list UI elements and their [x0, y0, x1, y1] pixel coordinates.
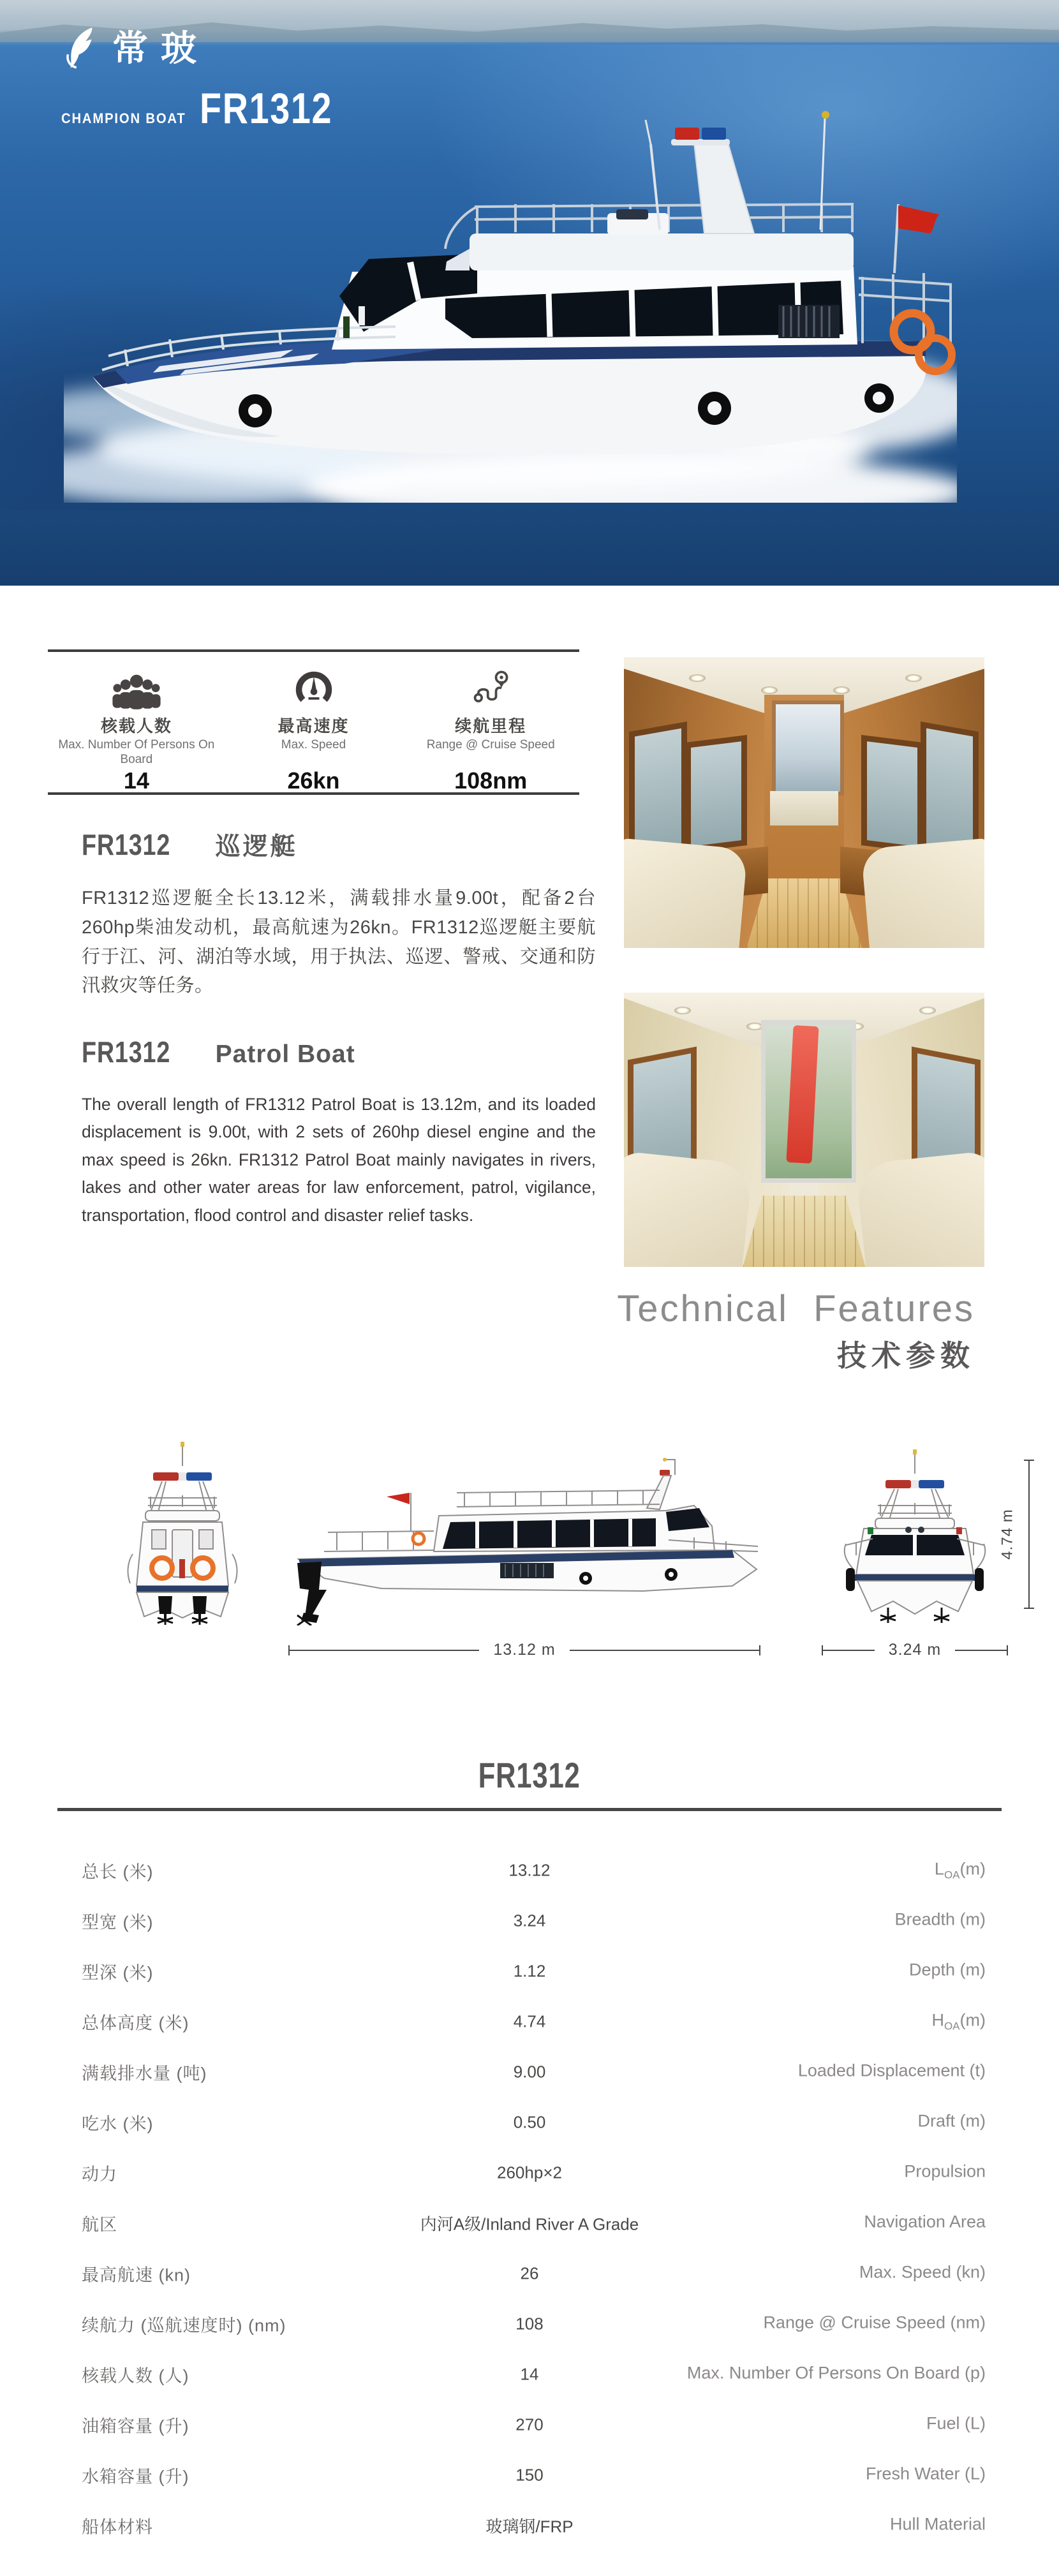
beam-dimension — [822, 1641, 1008, 1659]
spec-label-en-part: H — [931, 2010, 944, 2029]
spec-value: 3.24 — [513, 1911, 546, 1930]
quick-spec-value: 26kn — [287, 767, 340, 794]
quick-spec-label-zh: 核载人数 — [100, 716, 172, 736]
lightbar-red — [675, 128, 699, 140]
spec-value: 13.12 — [508, 1860, 551, 1879]
bench-sofa — [624, 838, 748, 948]
cabin-window — [861, 735, 923, 853]
table-row — [57, 1996, 1002, 2047]
spec-label-en-part: Loaded Displacement (t) — [797, 2060, 986, 2080]
spec-label-en-part: Max. Number Of Persons On Board (p) — [686, 2362, 986, 2382]
spec-value: 内河A级/Inland River A Grade — [420, 2214, 639, 2233]
feather-logo-icon — [61, 26, 102, 71]
spec-label-en-part: Breadth (m) — [894, 1909, 986, 1928]
beam-dimension-label: 3.24 m — [888, 1641, 942, 1659]
spec-label-zh: 总体高度 (米) — [82, 2013, 189, 2032]
brand-name-zh: 常玻 — [112, 28, 209, 68]
table-row — [57, 2450, 1002, 2500]
table-row — [57, 2500, 1002, 2550]
quick-spec-range — [402, 652, 579, 792]
spec-label-zh: 船体材料 — [82, 2517, 153, 2536]
spec-label-en-part: Max. Speed (kn) — [859, 2261, 986, 2281]
table-row — [57, 2399, 1002, 2450]
section-model-number: FR1312 — [82, 1035, 171, 1069]
spec-table-title — [57, 1754, 1002, 1796]
spec-value: 0.50 — [513, 2112, 546, 2131]
technical-features-zh: 技术参数 — [837, 1339, 975, 1372]
salon-sofa — [855, 1150, 984, 1267]
spec-value: 1.12 — [513, 1961, 546, 1980]
antenna-tip — [822, 111, 829, 119]
table-row — [57, 1895, 1002, 1946]
spec-label-en-sub: OA — [944, 1869, 960, 1881]
spec-label-en — [926, 2413, 986, 2436]
spec-value: 260hp×2 — [497, 2163, 562, 2182]
quick-spec-label-en: Max. Speed — [281, 738, 346, 751]
table-row — [57, 2198, 1002, 2248]
length-dimension — [288, 1641, 760, 1659]
description-en: The overall length of FR1312 Patrol Boat is 13.12m, and its loaded displacement is 9.00t, with 2 sets of 260hp diesel engine and the max speed is 26kn. FR1312 Patrol Boat mainly navigates in rivers, lakes and other water areas for law enforcement, patrol, vigilance, transportation, flood control and disaster relief tasks. — [82, 1095, 596, 1225]
quick-spec-label-zh: 续航里程 — [455, 716, 527, 736]
table-row — [57, 2147, 1002, 2198]
quick-spec-label-en: Range @ Cruise Speed — [426, 738, 555, 751]
spec-label-zh: 型深 (米) — [82, 1963, 154, 1982]
spec-label-zh: 动力 — [82, 2165, 117, 2184]
spec-label-en-sub: OA — [944, 2020, 960, 2032]
quick-spec-bar — [48, 649, 579, 795]
interior-photo-salon — [624, 993, 984, 1267]
quick-spec-label-zh: 最高速度 — [278, 716, 350, 736]
hero-image — [0, 0, 1059, 586]
table-row — [57, 2097, 1002, 2147]
section-title-zh — [82, 827, 298, 862]
hero-boat-illustration — [64, 82, 957, 503]
china-flag-icon — [898, 205, 939, 233]
salon-sofa — [624, 1150, 753, 1267]
table-row — [57, 2298, 1002, 2349]
spec-value: 150 — [515, 2465, 544, 2484]
table-row — [57, 2047, 1002, 2097]
bench-sofa — [861, 838, 984, 948]
side-view-drawing — [286, 1456, 762, 1625]
spec-label-en-part: Propulsion — [904, 2161, 986, 2180]
spec-label-en-part: Depth (m) — [908, 1959, 986, 1979]
quick-spec-label-en: Max. Number Of Persons On Board — [58, 738, 215, 766]
flag-pole — [894, 204, 898, 273]
spec-label-en — [894, 1909, 986, 1932]
technical-features-en: Technical Features — [617, 1288, 975, 1329]
spec-value: 玻璃钢/FRP — [485, 2517, 574, 2536]
spec-label-zh: 总长 (米) — [82, 1862, 154, 1881]
quick-spec-speed — [225, 652, 403, 792]
spec-value: 4.74 — [513, 2011, 546, 2031]
lightbar-blue — [702, 128, 726, 140]
spec-label-zh: 型宽 (米) — [82, 1913, 154, 1932]
brand-name-en: CHAMPION BOAT — [61, 110, 186, 126]
spec-label-en-part: Fresh Water (L) — [865, 2463, 986, 2483]
spec-label-en-part: L — [934, 1858, 944, 1878]
section-model-number: FR1312 — [82, 828, 171, 861]
spec-label-en-part: (m) — [959, 2010, 986, 2029]
brand-logo — [61, 26, 362, 133]
ceiling-light — [919, 1007, 936, 1014]
spec-label-en-part: Hull Material — [889, 2513, 986, 2533]
spec-label-en-part: Range @ Cruise Speed (nm) — [763, 2312, 986, 2332]
spec-label-en — [890, 2514, 986, 2536]
spec-label-zh: 续航力 (巡航速度时) (nm) — [82, 2316, 286, 2335]
spec-label-en — [904, 2161, 986, 2184]
interior-photo-cabin — [624, 657, 984, 948]
spec-label-en-part: Draft (m) — [917, 2110, 986, 2130]
spec-label-en-part: (m) — [959, 1858, 986, 1878]
section-title-en — [82, 1035, 355, 1069]
spec-label-en — [935, 1859, 986, 1881]
spec-label-zh: 最高航速 (kn) — [82, 2265, 191, 2284]
section-boat-type-zh: 巡逻艇 — [215, 833, 298, 861]
spec-label-en — [859, 2262, 986, 2284]
spec-value: 14 — [520, 2364, 539, 2383]
persons-icon — [48, 662, 225, 711]
cabin-window — [685, 735, 747, 853]
speedometer-icon — [225, 662, 403, 711]
spec-label-en — [918, 2111, 986, 2133]
spec-label-en — [687, 2363, 986, 2385]
spec-label-en-part: Fuel (L) — [926, 2413, 986, 2432]
spec-label-zh: 满载排水量 (吨) — [82, 2064, 207, 2083]
spec-label-en — [931, 2010, 986, 2032]
spec-label-zh: 核载人数 (人) — [82, 2366, 189, 2385]
spec-table-title-text: FR1312 — [478, 1755, 581, 1795]
section-boat-type-en: Patrol Boat — [215, 1040, 355, 1068]
description-zh: FR1312巡逻艇全长13.12米，满载排水量9.00t，配备2台260hp柴油发动机，最高航速为26kn。FR1312巡逻艇主要航行于江、河、湖泊等水域，用于执法、巡逻、警戒、交通和防汛救灾等任务。 — [82, 888, 596, 996]
technical-features-heading — [617, 1287, 975, 1375]
table-row — [57, 1845, 1002, 1895]
helm-console — [770, 791, 838, 826]
spec-value: 108 — [515, 2314, 544, 2333]
height-dimension-label: 4.74 m — [998, 1509, 1016, 1560]
spec-label-en-part: Navigation Area — [864, 2211, 986, 2231]
spec-label-en — [864, 2212, 986, 2234]
route-icon — [402, 662, 579, 711]
cabin-floor — [743, 1195, 865, 1267]
ceiling-light — [833, 686, 850, 694]
hero-model-number: FR1312 — [200, 84, 333, 133]
spec-value: 26 — [520, 2263, 539, 2283]
table-divider — [57, 1808, 1002, 1811]
quick-spec-value: 14 — [123, 767, 149, 794]
quick-spec-value: 108nm — [454, 767, 528, 794]
quick-spec-persons — [48, 652, 225, 792]
bow-view-drawing — [827, 1443, 1003, 1625]
spec-label-en — [763, 2313, 986, 2335]
ceiling-light — [761, 686, 778, 694]
table-row — [57, 2349, 1002, 2399]
table-row — [57, 2248, 1002, 2298]
stern-view-drawing — [114, 1437, 251, 1625]
helm-windshield — [772, 700, 845, 796]
spec-label-zh: 油箱容量 (升) — [82, 2417, 189, 2436]
length-dimension-label: 13.12 m — [493, 1641, 556, 1659]
height-dimension — [998, 1460, 1039, 1609]
table-row — [57, 1946, 1002, 1996]
spec-label-en — [866, 2464, 986, 2486]
spec-label-zh: 水箱容量 (升) — [82, 2467, 189, 2486]
spec-value: 270 — [515, 2415, 544, 2434]
spec-label-en — [798, 2061, 986, 2083]
spec-label-en — [909, 1960, 986, 1982]
spec-table — [57, 1845, 1002, 2550]
spec-label-zh: 吃水 (米) — [82, 2114, 154, 2133]
ceiling-light — [674, 1007, 691, 1014]
spec-value: 9.00 — [513, 2062, 546, 2081]
spec-label-zh: 航区 — [82, 2215, 117, 2234]
